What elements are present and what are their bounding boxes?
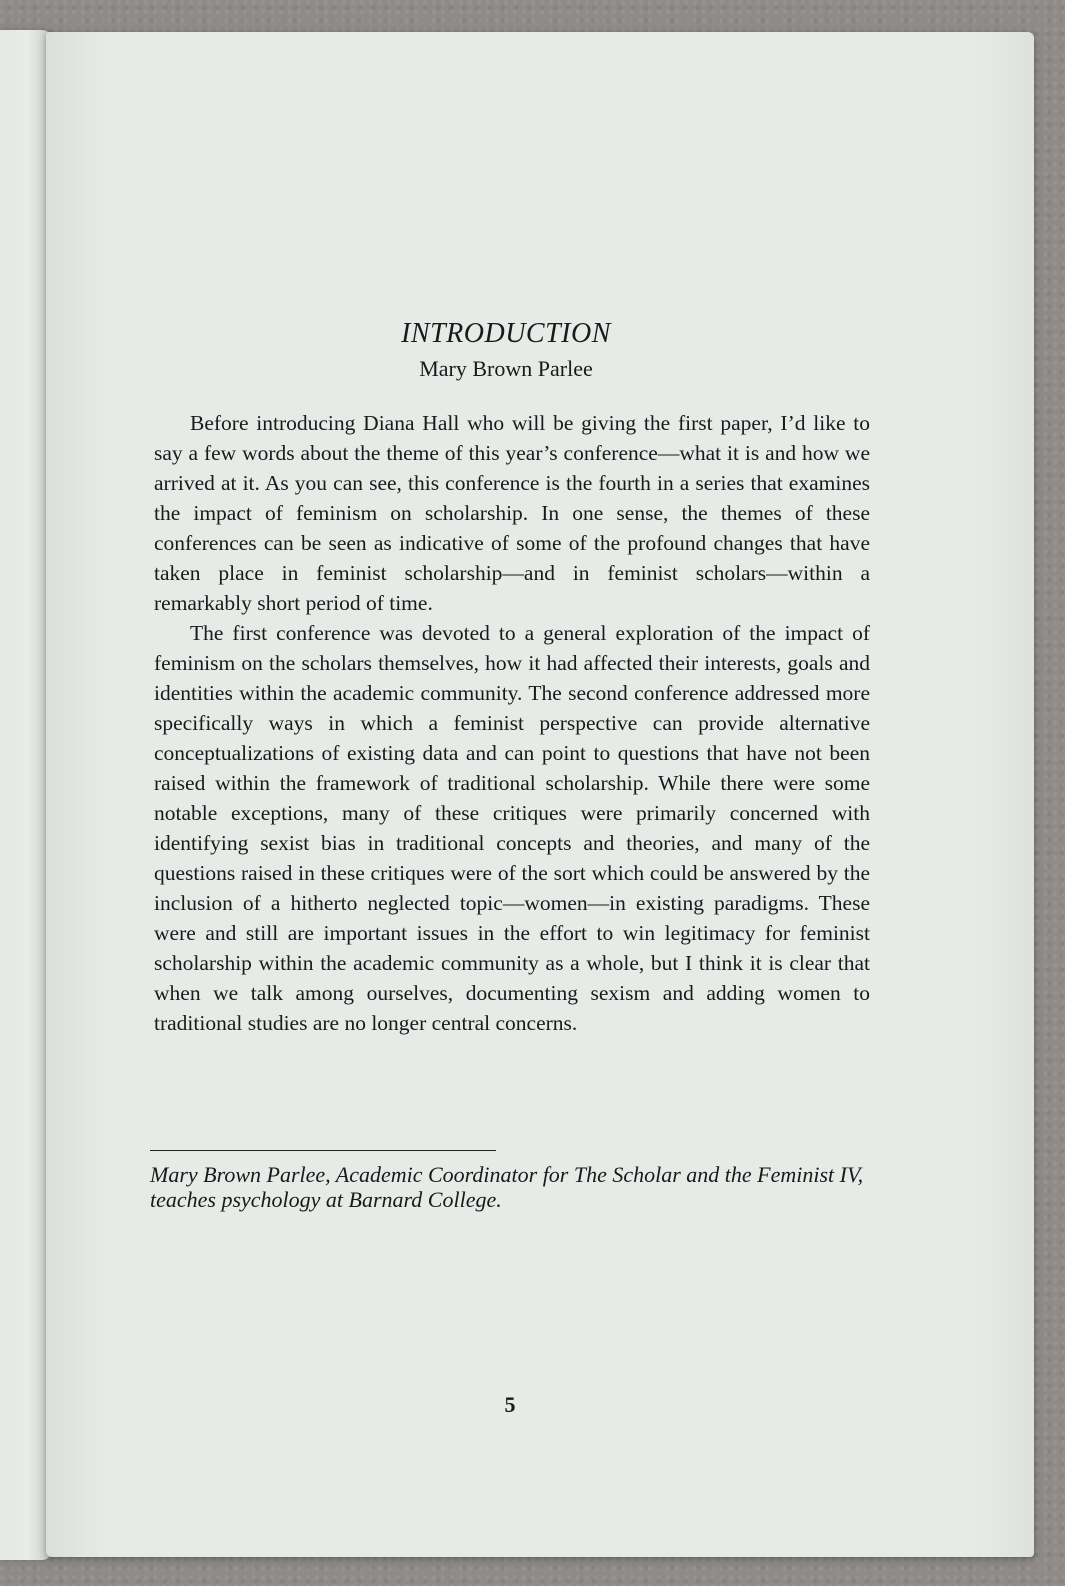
paragraph-2: The first conference was devoted to a general exploration of the impact of feminism on the scholars themselves, how it had affected their interests, goals and identities within the academic community. The second conference addressed more specifically ways in which a feminist perspective can provide alternative conceptualizations of existing data and can point to questions that have not been raised within the framework of traditional scholarship. While there were some notable exceptions, many of these critiques were primarily concerned with identifying sexist bias in traditional concepts and theories, and many of the questions raised in these critiques were of the sort which could be answered by the inclusion of a hitherto neglected topic—women—in existing paradigms. These were and still are important issues in the effort to win legitimacy for feminist scholarship within the academic community as a whole, but I think it is clear that when we talk among ourselves, documenting sexism and adding women to traditional studies are no longer central concerns. bbox=[154, 621, 870, 1035]
page-title: INTRODUCTION bbox=[401, 318, 611, 349]
footnote-divider bbox=[150, 1150, 496, 1151]
left-page-edge bbox=[0, 30, 52, 1560]
page-number: 5 bbox=[504, 1392, 516, 1417]
body-text bbox=[154, 408, 870, 1038]
document-page bbox=[46, 32, 1034, 1557]
paragraph-1: Before introducing Diana Hall who will be giving the first paper, I’d like to say a few words about the theme of this year’s conference—what it is and how we arrived at it. As you can see, this conference is the fourth in a series that examines the impact of feminism on scholarship. In one sense, the themes of these conferences can be seen as indicative of some of the profound changes that have taken place in feminist scholarship—and in feminist scholars—within a remarkably short period of time. bbox=[154, 411, 870, 615]
author-name: Mary Brown Parlee bbox=[419, 356, 593, 381]
author-footnote: Mary Brown Parlee, Academic Coordinator for The Scholar and the Feminist IV, teaches psychology at Barnard College. bbox=[150, 1162, 864, 1212]
